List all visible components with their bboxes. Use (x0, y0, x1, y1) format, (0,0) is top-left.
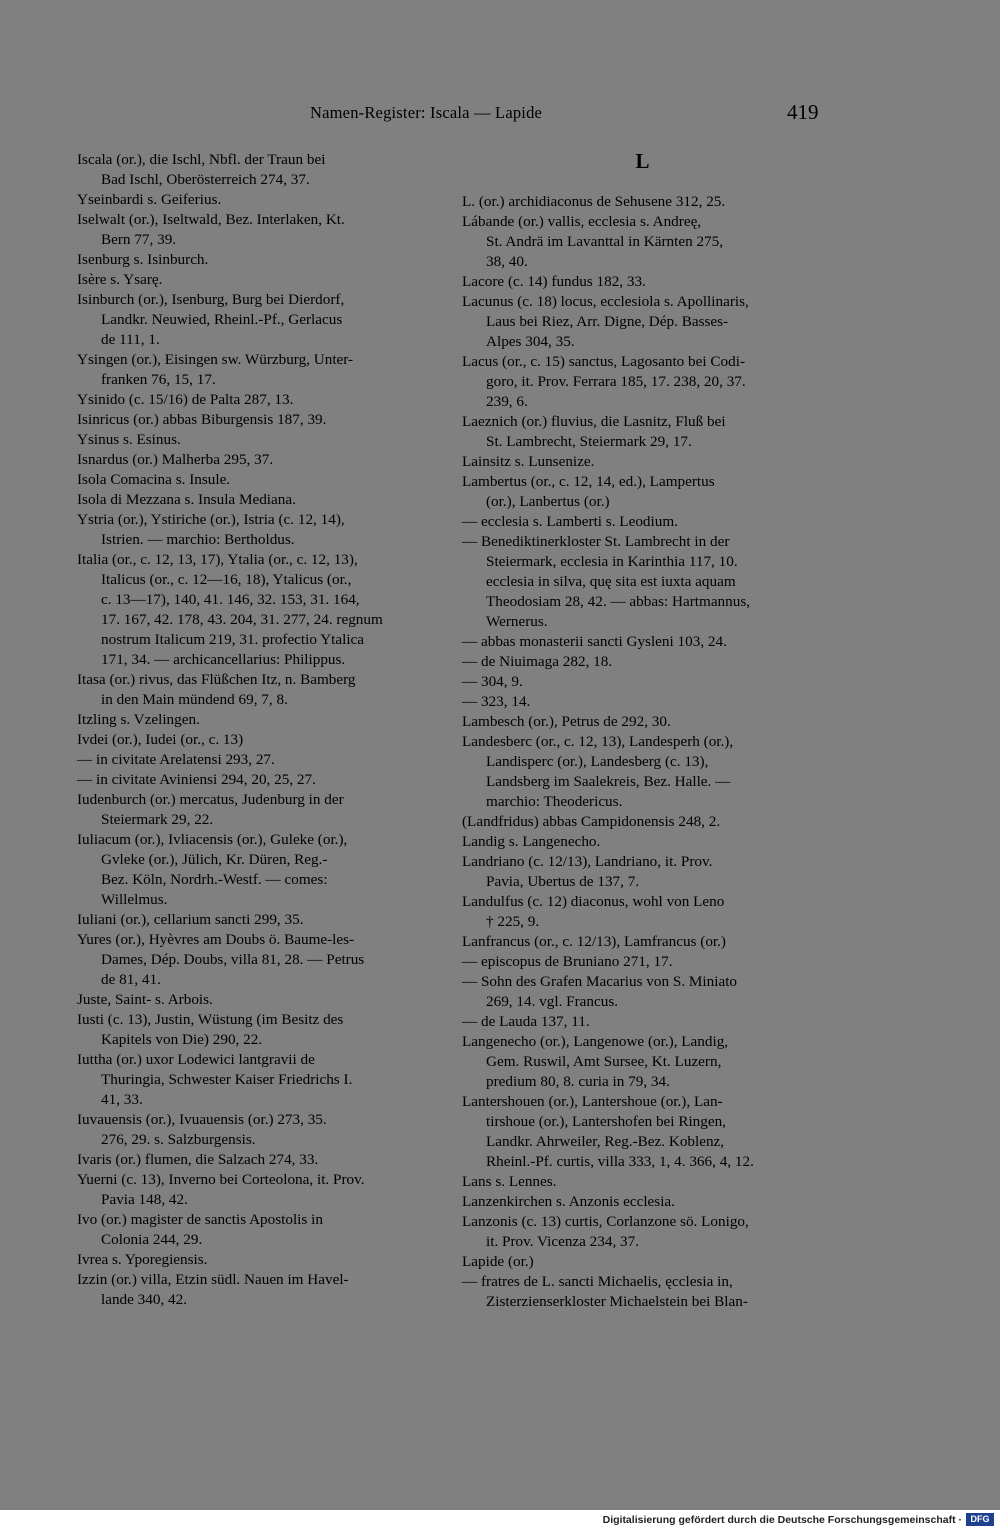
entry-continuation-line: Steiermark 29, 22. (101, 811, 214, 828)
index-entry (77, 990, 438, 1010)
entry-continuation-line: Theodosiam 28, 42. — abbas: Hartmannus, (486, 593, 751, 610)
entry-line: Itzling s. Vzelingen. (77, 711, 200, 728)
index-entry (77, 1150, 438, 1170)
page-number: 419 (787, 100, 819, 124)
index-entry (462, 1092, 823, 1172)
index-entry (462, 1032, 823, 1092)
entry-continuation-line: Willelmus. (101, 891, 168, 908)
entry-continuation-line: Alpes 304, 35. (486, 333, 575, 350)
index-entry (77, 1170, 438, 1210)
index-entry (77, 910, 438, 930)
entry-continuation-line: St. Lambrecht, Steiermark 29, 17. (486, 433, 692, 450)
entry-line: — episcopus de Bruniano 271, 17. (462, 953, 673, 970)
index-entry (462, 412, 823, 452)
entry-continuation-line: Istrien. — marchio: Bertholdus. (101, 531, 295, 548)
index-entry (462, 512, 823, 532)
entry-line: Ivo (or.) magister de sanctis Apostolis in (77, 1211, 323, 1228)
index-entry (462, 1272, 823, 1312)
footer-credit: Digitalisierung gefördert durch die Deutsche Forschungsgemeinschaft · (602, 1514, 962, 1526)
right-column (462, 150, 823, 1312)
index-entry (462, 652, 823, 672)
index-entry (462, 632, 823, 652)
entry-line: Landriano (c. 12/13), Landriano, it. Prov. (462, 853, 713, 870)
entry-line: Langenecho (or.), Langenowe (or.), Landig, (462, 1033, 729, 1050)
entry-continuation-line: 41, 33. (101, 1091, 143, 1108)
entry-line: Isola di Mezzana s. Insula Mediana. (77, 491, 296, 508)
entry-continuation-line: Bern 77, 39. (101, 231, 177, 248)
index-entry (462, 972, 823, 1012)
entry-line: Isinricus (or.) abbas Biburgensis 187, 39. (77, 411, 327, 428)
entry-continuation-line: Wernerus. (486, 613, 548, 630)
entry-line: Ysinus s. Esinus. (77, 431, 181, 448)
entry-continuation-line: St. Andrä im Lavanttal in Kärnten 275, (486, 233, 724, 250)
entry-line: Yseinbardi s. Geiferius. (77, 191, 222, 208)
index-entry (77, 1210, 438, 1250)
entry-continuation-line: marchio: Theodericus. (486, 793, 623, 810)
entry-line: Lanfrancus (or., c. 12/13), Lamfrancus (or.) (462, 933, 726, 950)
index-entry (462, 832, 823, 852)
index-entry (77, 150, 438, 190)
entry-continuation-line: Thuringia, Schwester Kaiser Friedrichs I. (101, 1071, 353, 1088)
entry-line: — fratres de L. sancti Michaelis, ęcclesia in, (462, 1273, 733, 1290)
index-entry (462, 1252, 823, 1272)
entry-continuation-line: goro, it. Prov. Ferrara 185, 17. 238, 20, 37. (486, 373, 746, 390)
entry-line: — in civitate Aviniensi 294, 20, 25, 27. (77, 771, 316, 788)
index-entry (462, 352, 823, 412)
entry-line: Iudenburch (or.) mercatus, Judenburg in der (77, 791, 344, 808)
entry-line: Iusti (c. 13), Justin, Wüstung (im Besitz des (77, 1011, 344, 1028)
entry-line: Lacore (c. 14) fundus 182, 33. (462, 273, 646, 290)
entry-continuation-line: 239, 6. (486, 393, 528, 410)
index-entry (77, 770, 438, 790)
entry-line: Iselwalt (or.), Iseltwald, Bez. Interlaken, Kt. (77, 211, 345, 228)
entry-continuation-line: ecclesia in silva, quę sita est iuxta aquam (486, 573, 736, 590)
entry-line: Landulfus (c. 12) diaconus, wohl von Leno (462, 893, 725, 910)
left-column (77, 150, 438, 1310)
index-entry (462, 212, 823, 272)
entry-continuation-line: it. Prov. Vicenza 234, 37. (486, 1233, 640, 1250)
entry-line: Iuliani (or.), cellarium sancti 299, 35. (77, 911, 304, 928)
index-entry (77, 830, 438, 910)
entry-continuation-line: 276, 29. s. Salzburgensis. (101, 1131, 256, 1148)
index-entry (462, 932, 823, 952)
entry-continuation-line: Steiermark, ecclesia in Karinthia 117, 10. (486, 553, 738, 570)
index-entry (77, 790, 438, 830)
entry-line: Ivaris (or.) flumen, die Salzach 274, 33. (77, 1151, 319, 1168)
entry-continuation-line: Gem. Ruswil, Amt Sursee, Kt. Luzern, (486, 1053, 722, 1070)
entry-line: Lantershouen (or.), Lantershoue (or.), Lan- (462, 1093, 723, 1110)
entry-line: — de Lauda 137, 11. (462, 1013, 590, 1030)
entry-line: Iuliacum (or.), Ivliacensis (or.), Guleke (or.), (77, 831, 348, 848)
index-entry (462, 292, 823, 352)
entry-line: — de Niuimaga 282, 18. (462, 653, 613, 670)
entry-line: Lambertus (or., c. 12, 14, ed.), Lampertus (462, 473, 715, 490)
entry-continuation-line: Rheinl.-Pf. curtis, villa 333, 1, 4. 366, 4, 12. (486, 1153, 754, 1170)
entry-continuation-line: Pavia 148, 42. (101, 1191, 188, 1208)
entry-line: — 323, 14. (462, 693, 531, 710)
entry-continuation-line: in den Main mündend 69, 7, 8. (101, 691, 288, 708)
index-entry (77, 930, 438, 990)
entry-line: Lanzenkirchen s. Anzonis ecclesia. (462, 1193, 675, 1210)
entry-continuation-line: Zisterzienserkloster Michaelstein bei Blan- (486, 1293, 748, 1310)
index-entry (462, 1212, 823, 1252)
entry-line: Isnardus (or.) Malherba 295, 37. (77, 451, 274, 468)
entry-line: Yuerni (c. 13), Inverno bei Corteolona, it. Prov. (77, 1171, 365, 1188)
entry-continuation-line: tirshoue (or.), Lantershofen bei Ringen, (486, 1113, 726, 1130)
entry-continuation-line: lande 340, 42. (101, 1291, 188, 1308)
entry-continuation-line: c. 13—17), 140, 41. 146, 32. 153, 31. 164, (101, 591, 360, 608)
entry-continuation-line: Italicus (or., c. 12—16, 18), Ytalicus (or., (101, 571, 352, 588)
entry-continuation-line: Pavia, Ubertus de 137, 7. (486, 873, 640, 890)
index-entry (462, 1012, 823, 1032)
running-head (0, 100, 1000, 129)
entry-line: — abbas monasterii sancti Gysleni 103, 24. (462, 633, 727, 650)
footer-bar (0, 1510, 1000, 1530)
index-entry (462, 812, 823, 832)
entry-line: Iuvauensis (or.), Ivuauensis (or.) 273, 35. (77, 1111, 327, 1128)
index-entry (77, 750, 438, 770)
entry-continuation-line: predium 80, 8. curia in 79, 34. (486, 1073, 670, 1090)
entry-line: Isola Comacina s. Insule. (77, 471, 231, 488)
entry-line: (Landfridus) abbas Campidonensis 248, 2. (462, 813, 721, 830)
entry-line: Lábande (or.) vallis, ecclesia s. Andreę, (462, 213, 702, 230)
entry-line: — ecclesia s. Lamberti s. Leodium. (462, 513, 678, 530)
index-entry (462, 892, 823, 932)
entry-continuation-line: Laus bei Riez, Arr. Digne, Dép. Basses- (486, 313, 729, 330)
entry-line: Ystria (or.), Ystiriche (or.), Istria (c. 12, 14), (77, 511, 345, 528)
index-entry (77, 210, 438, 250)
entry-line: Iuttha (or.) uxor Lodewici lantgravii de (77, 1051, 315, 1068)
entry-line: Isère s. Ysarę. (77, 271, 163, 288)
entry-line: Lainsitz s. Lunsenize. (462, 453, 595, 470)
entry-continuation-line: Bez. Köln, Nordrh.-Westf. — comes: (101, 871, 328, 888)
entry-line: Itasa (or.) rivus, das Flüßchen Itz, n. Bamberg (77, 671, 356, 688)
entry-line: Landig s. Langenecho. (462, 833, 601, 850)
index-entry (77, 730, 438, 750)
index-entry (462, 732, 823, 812)
entry-line: — Benediktinerkloster St. Lambrecht in der (462, 533, 730, 550)
entry-continuation-line: Gvleke (or.), Jülich, Kr. Düren, Reg.- (101, 851, 328, 868)
index-entry (77, 190, 438, 210)
index-entry (462, 192, 823, 212)
index-entry (77, 1110, 438, 1150)
index-entry (77, 1010, 438, 1050)
entry-line: Yures (or.), Hyèvres am Doubs ö. Baume-les- (77, 931, 355, 948)
entry-continuation-line: Landsberg im Saalekreis, Bez. Halle. — (486, 773, 731, 790)
entry-continuation-line: 171, 34. — archicancellarius: Philippus. (101, 651, 346, 668)
index-entry (77, 390, 438, 410)
entry-continuation-line: nostrum Italicum 219, 31. profectio Ytalica (101, 631, 365, 648)
index-entry (77, 450, 438, 470)
index-entry (462, 1192, 823, 1212)
index-entry (462, 692, 823, 712)
entry-line: Lanzonis (c. 13) curtis, Corlanzone sö. Lonigo, (462, 1213, 749, 1230)
index-entry (462, 712, 823, 732)
entry-continuation-line: 17. 167, 42. 178, 43. 204, 31. 277, 24. regnum (101, 611, 383, 628)
entry-line: — in civitate Arelatensi 293, 27. (77, 751, 275, 768)
index-entry (77, 350, 438, 390)
entry-continuation-line: de 81, 41. (101, 971, 161, 988)
index-entry (462, 852, 823, 892)
entry-line: Lacus (or., c. 15) sanctus, Lagosanto bei Codi- (462, 353, 746, 370)
entry-line: Isinburch (or.), Isenburg, Burg bei Dierdorf, (77, 291, 345, 308)
index-entry (77, 270, 438, 290)
entry-line: — Sohn des Grafen Macarius von S. Miniato (462, 973, 738, 990)
entry-continuation-line: Dames, Dép. Doubs, villa 81, 28. — Petrus (101, 951, 365, 968)
entry-line: Isenburg s. Isinburch. (77, 251, 209, 268)
entry-line: Iscala (or.), die Ischl, Nbfl. der Traun bei (77, 151, 326, 168)
entry-continuation-line: Bad Ischl, Oberösterreich 274, 37. (101, 171, 310, 188)
index-entry (462, 472, 823, 512)
entry-line: Ivrea s. Yporegiensis. (77, 1251, 208, 1268)
entry-line: — 304, 9. (462, 673, 523, 690)
index-entry (77, 250, 438, 270)
section-letter: L (635, 149, 650, 173)
index-entry (462, 452, 823, 472)
index-entry (462, 1172, 823, 1192)
entry-continuation-line: † 225, 9. (486, 913, 540, 930)
entry-line: Lambesch (or.), Petrus de 292, 30. (462, 713, 671, 730)
entry-line: Lans s. Lennes. (462, 1173, 557, 1190)
entry-line: Italia (or., c. 12, 13, 17), Ytalia (or., c. 12, 13), (77, 551, 358, 568)
index-entry (77, 1250, 438, 1270)
entry-line: Juste, Saint- s. Arbois. (77, 991, 213, 1008)
index-entry (462, 532, 823, 632)
entry-line: L. (or.) archidiaconus de Sehusene 312, 25. (462, 193, 726, 210)
entry-line: Ysinido (c. 15/16) de Palta 287, 13. (77, 391, 294, 408)
index-entry (77, 710, 438, 730)
index-entry (462, 672, 823, 692)
entry-continuation-line: 38, 40. (486, 253, 528, 270)
entry-line: Lapide (or.) (462, 1253, 534, 1270)
entry-continuation-line: Kapitels von Die) 290, 22. (101, 1031, 263, 1048)
entry-continuation-line: Colonia 244, 29. (101, 1231, 203, 1248)
index-entry (462, 272, 823, 292)
index-entry (77, 290, 438, 350)
entry-continuation-line: franken 76, 15, 17. (101, 371, 216, 388)
index-entry (77, 490, 438, 510)
index-entry (77, 1270, 438, 1310)
index-entry (77, 470, 438, 490)
running-head-title: Namen-Register: Iscala — Lapide (310, 103, 543, 122)
entry-continuation-line: Landkr. Ahrweiler, Reg.-Bez. Koblenz, (486, 1133, 725, 1150)
entry-line: Lacunus (c. 18) locus, ecclesiola s. Apollinaris, (462, 293, 749, 310)
index-entry (77, 550, 438, 670)
index-entry (77, 430, 438, 450)
entry-continuation-line: Landkr. Neuwied, Rheinl.-Pf., Gerlacus (101, 311, 343, 328)
entry-line: Ivdei (or.), Iudei (or., c. 13) (77, 731, 244, 748)
index-entry (77, 1050, 438, 1110)
index-entry (77, 410, 438, 430)
dfg-logo-icon: DFG (966, 1513, 994, 1526)
entry-continuation-line: de 111, 1. (101, 331, 160, 348)
entry-line: Ysingen (or.), Eisingen sw. Würzburg, Unter- (77, 351, 354, 368)
entry-continuation-line: (or.), Lanbertus (or.) (486, 493, 610, 510)
entry-continuation-line: Landisperc (or.), Landesberg (c. 13), (486, 753, 709, 770)
index-entry (77, 510, 438, 550)
index-entry (462, 952, 823, 972)
index-entry (77, 670, 438, 710)
entry-line: Izzin (or.) villa, Etzin südl. Nauen im Havel- (77, 1271, 349, 1288)
entry-line: Laeznich (or.) fluvius, die Lasnitz, Fluß bei (462, 413, 726, 430)
entry-line: Landesberc (or., c. 12, 13), Landesperh (or.), (462, 733, 734, 750)
right-column-entries (462, 192, 823, 1312)
entry-continuation-line: 269, 14. vgl. Francus. (486, 993, 619, 1010)
